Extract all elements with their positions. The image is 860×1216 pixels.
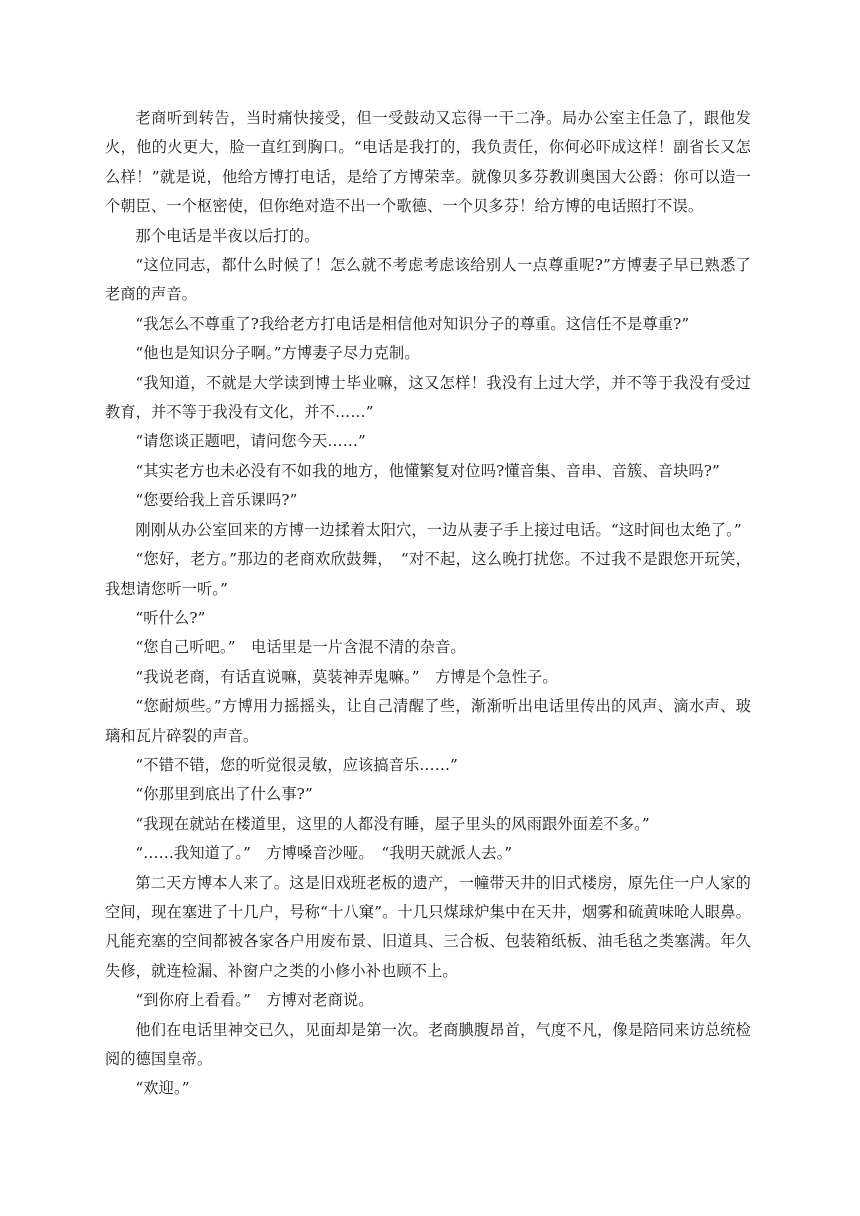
paragraph: “我说老商，有话直说嘛，莫装神弄鬼嘛。” 方博是个急性子。 bbox=[135, 667, 558, 686]
paragraph: “听什么?” bbox=[135, 608, 206, 627]
paragraph: “您自己听吧。” 电话里是一片含混不清的杂音。 bbox=[135, 638, 466, 657]
paragraph: “……我知道了。” 方博嗓音沙哑。 “我明天就派人去。” bbox=[135, 844, 513, 863]
document-body bbox=[105, 104, 751, 1104]
paragraph: “请您谈正题吧，请问您今天……” bbox=[135, 432, 366, 451]
paragraph: “你那里到底出了什么事?” bbox=[135, 785, 313, 804]
paragraph: “这位同志，都什么时候了！怎么就不考虑考虑该给别人一点尊重呢?”方博妻子早已熟悉了老商的声音。 bbox=[105, 256, 751, 304]
paragraph: “您耐烦些。”方博用力摇摇头，让自己清醒了些，渐渐听出电话里传出的风声、滴水声、玻璃和瓦片碎裂的声音。 bbox=[105, 697, 751, 745]
paragraph: “到你府上看看。” 方博对老商说。 bbox=[135, 991, 374, 1010]
paragraph: 他们在电话里神交已久，见面却是第一次。老商腆腹昂首，气度不凡，像是陪同来访总统检阅的德国皇帝。 bbox=[105, 1020, 751, 1068]
paragraph: “我怎么不尊重了?我给老方打电话是相信他对知识分子的尊重。这信任不是尊重?” bbox=[135, 314, 690, 333]
paragraph: 刚刚从办公室回来的方博一边揉着太阳穴，一边从妻子手上接过电话。“这时间也太绝了。” bbox=[135, 520, 742, 539]
paragraph: 第二天方博本人来了。这是旧戏班老板的遗产，一幢带天井的旧式楼房，原先住一户人家的空间，现在塞进了十几户，号称“十八窠”。十几只煤球炉集中在天井，烟雾和硫黄味呛人眼鼻。凡能充塞的空间都被各家各户用废布景、旧道具、三合板、包装箱纸板、油毛毡之类塞满。年久失修，就连检漏、补窗户之类的小修小补也顾不上。 bbox=[105, 873, 751, 980]
paragraph: 老商听到转告，当时痛快接受，但一受鼓动又忘得一干二净。局办公室主任急了，跟他发火，他的火更大，脸一直红到胸口。“电话是我打的，我负责任，你何必吓成这样！副省长又怎么样！”就是说，他给方博打电话，是给了方博荣幸。就像贝多芬教训奥国大公爵：你可以造一个朝臣、一个枢密使，但你绝对造不出一个歌德、一个贝多芬！给方博的电话照打不误。 bbox=[105, 109, 751, 216]
paragraph: “您好，老方。”那边的老商欢欣鼓舞， “对不起，这么晚打扰您。不过我不是跟您开玩笑，我想请您听一听。” bbox=[105, 550, 751, 598]
paragraph: “欢迎。” bbox=[135, 1079, 190, 1098]
paragraph: “他也是知识分子啊。”方博妻子尽力克制。 bbox=[135, 344, 420, 363]
paragraph: “我现在就站在楼道里，这里的人都没有睡，屋子里头的风雨跟外面差不多。” bbox=[135, 814, 650, 833]
paragraph: “您要给我上音乐课吗?” bbox=[135, 491, 298, 510]
paragraph: “我知道，不就是大学读到博士毕业嘛，这又怎样！我没有上过大学，并不等于我没有受过教育，并不等于我没有文化，并不……” bbox=[105, 373, 751, 422]
paragraph: “不错不错，您的听觉很灵敏，应该搞音乐……” bbox=[135, 755, 458, 774]
paragraph: “其实老方也未必没有不如我的地方，他懂繁复对位吗?懂音集、音串、音簇、音块吗?” bbox=[135, 461, 720, 480]
paragraph: 那个电话是半夜以后打的。 bbox=[135, 226, 320, 245]
